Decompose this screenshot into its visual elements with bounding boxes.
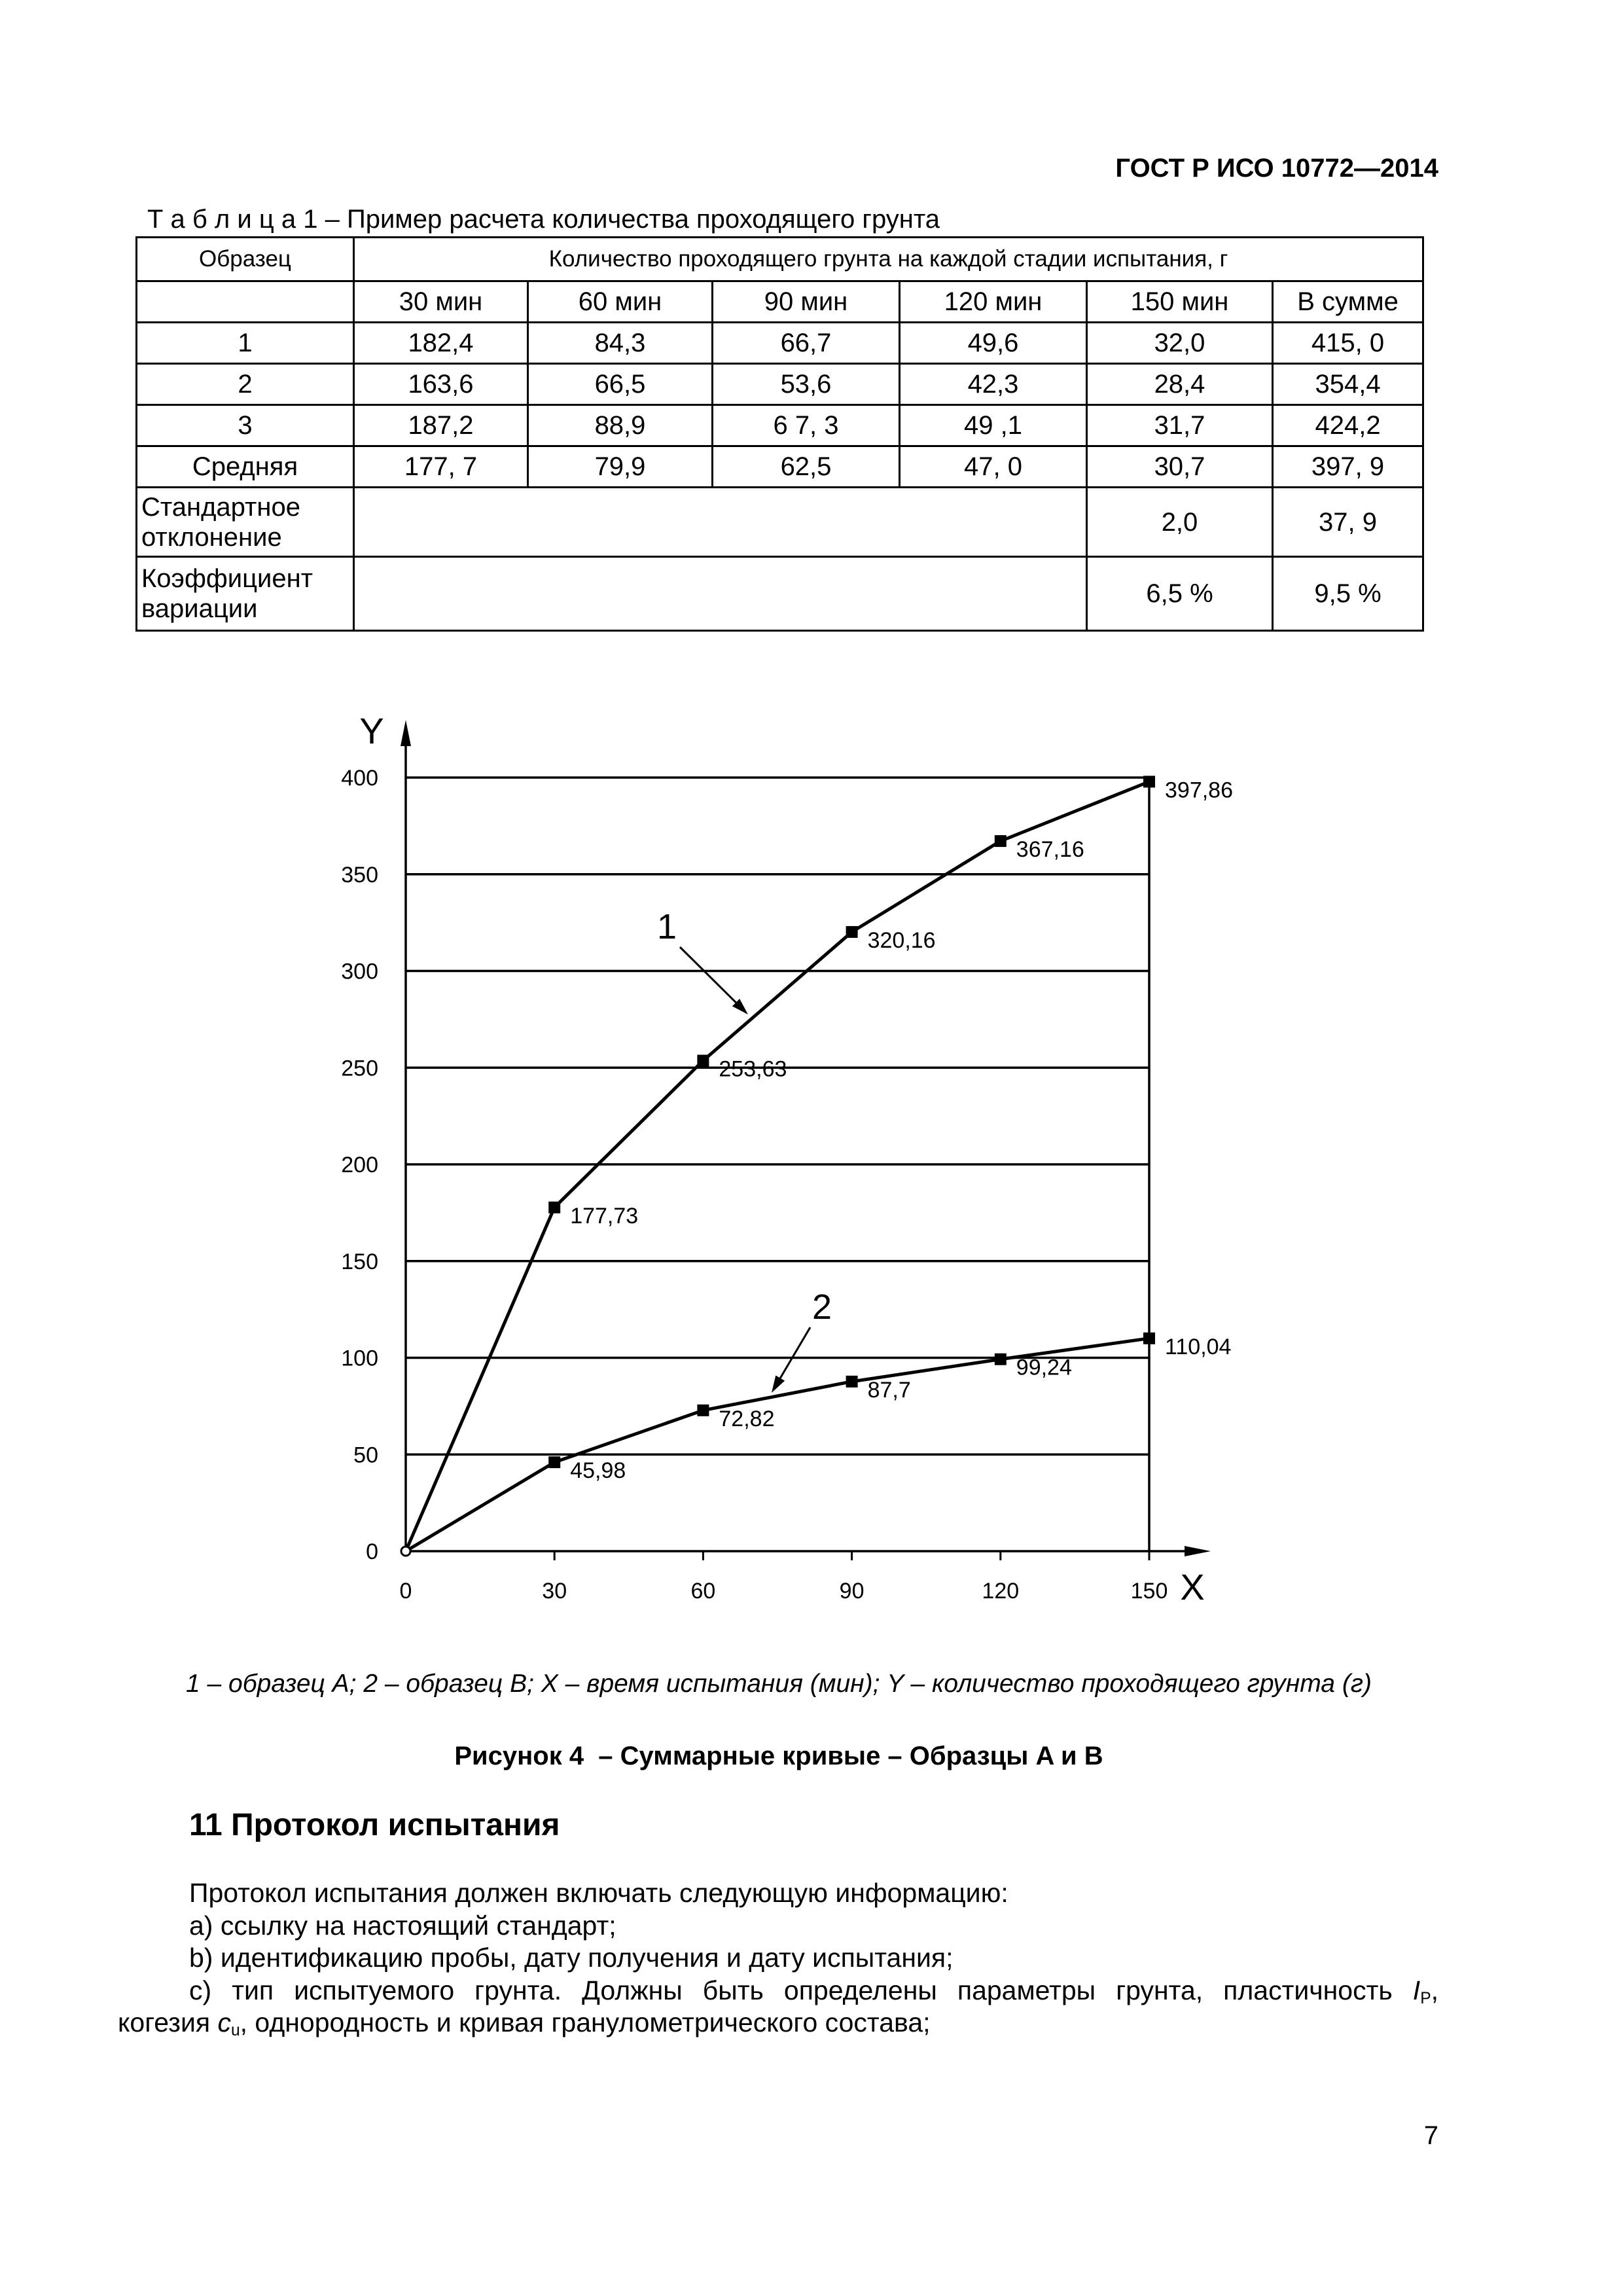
table-cell: 397, 9 [1273,446,1423,488]
row-label: 1 [137,323,354,364]
table-row-average [137,446,1423,488]
y-tick-label: 400 [341,766,378,791]
y-axis-label: Y [359,710,384,751]
series-2-point [995,1354,1007,1365]
table-cell: 49 ,1 [900,405,1087,446]
table-cell: 30,7 [1087,446,1273,488]
curve-2-callout: 2 [812,1287,832,1327]
results-table [135,236,1424,632]
table-cell: 6,5 % [1087,557,1273,631]
series-2-point [548,1456,560,1468]
page-number: 7 [1423,2121,1438,2150]
row-label: 3 [137,405,354,446]
y-tick-label: 150 [341,1249,378,1274]
table-cell: 37, 9 [1273,488,1423,557]
series-1-point [846,926,858,938]
table-row [137,405,1423,446]
series-1-point-label: 177,73 [570,1203,639,1229]
y-tick-label: 350 [341,862,378,888]
y-axis-arrow [401,720,411,746]
series-1-point [995,835,1007,847]
table-cell: 31,7 [1087,405,1273,446]
list-item-b: b) идентификацию пробы, дату получения и дату испытания; [189,1943,954,1973]
series-1-point [1143,776,1155,787]
table-cell: 53,6 [713,364,900,405]
series-2-point [1143,1333,1155,1344]
table-cell: 9,5 % [1273,557,1423,631]
series-1-point-label: 397,86 [1165,778,1233,803]
table-cell: 42,3 [900,364,1087,405]
series-1-point [697,1055,709,1067]
curve-2-leader [780,1327,810,1378]
column-header: 150 мин [1087,281,1273,323]
table-cell: 79,9 [528,446,713,488]
table-cell: 2,0 [1087,488,1273,557]
header-group-cell: Количество проходящего грунта на каждой стадии испытания, г [354,238,1423,281]
curve-1-callout: 1 [656,907,677,946]
table-cell: 424,2 [1273,405,1423,446]
table-cell: 28,4 [1087,364,1273,405]
document-number-header: ГОСТ Р ИСО 10772—2014 [1115,154,1438,183]
cumulative-curves-chart [0,687,1623,1636]
series-2-point [846,1376,858,1388]
column-header: В сумме [1273,281,1423,323]
list-item-c-line2 [118,2007,931,2046]
x-tick-label: 60 [690,1579,716,1604]
y-tick-label: 0 [366,1539,378,1564]
table-cell: 6 7, 3 [713,405,900,446]
cohesion-symbol: c [217,2007,231,2037]
cohesion-subscript: u [230,2022,240,2040]
table-row [137,323,1423,364]
table-cell: 187,2 [354,405,528,446]
series-2-point-label: 87,7 [867,1377,911,1403]
table-cell: 84,3 [528,323,713,364]
table-row-std-deviation [137,488,1423,557]
series-2-point [697,1405,709,1416]
x-tick-label: 120 [982,1579,1020,1604]
table-cell: 49,6 [900,323,1087,364]
section-heading: 11 Протокол испытания [189,1808,560,1842]
series-2-point-label: 72,82 [719,1406,775,1431]
list-item-c-comma: , [1431,1975,1438,2005]
table-cell: 177, 7 [354,446,528,488]
row-label: Коэффициент вариации [137,557,354,631]
x-tick-label: 90 [839,1579,865,1604]
header-empty-cell [137,281,354,323]
list-item-c-text: c) тип испытуемого грунта. Должны быть определены параметры грунта, пластичность [189,1975,1413,2005]
table-header-row [137,238,1423,281]
row-label: Стандартное отклонение [137,488,354,557]
x-axis-arrow [1185,1546,1211,1556]
table-cell: 47, 0 [900,446,1087,488]
table-row [137,364,1423,405]
x-tick-label: 150 [1130,1579,1168,1604]
origin-marker [401,1547,410,1556]
figure-legend: 1 – образец A; 2 – образец B; X – время испытания (мин); Y – количество проходящего грунта (г) [185,1670,1372,1698]
x-tick-label: 0 [399,1579,412,1604]
column-header: 60 мин [528,281,713,323]
y-tick-label: 300 [341,959,378,984]
series-1-line [406,781,1149,1551]
y-tick-label: 250 [341,1056,378,1081]
paragraph-intro: Протокол испытания должен включать следующую информацию: [189,1878,1008,1908]
list-item-c-text: , однородность и кривая гранулометрического состава; [240,2007,931,2037]
table-caption: Т а б л и ц а 1 – Пример расчета количества проходящего грунта [147,205,940,234]
table-cell: 163,6 [354,364,528,405]
y-tick-label: 50 [353,1443,378,1468]
empty-merged-cell [354,488,1087,557]
table-cell: 182,4 [354,323,528,364]
y-tick-label: 100 [341,1346,378,1371]
column-header: 90 мин [713,281,900,323]
series-1-point-label: 253,63 [719,1056,787,1082]
table-row-variation-coefficient [137,557,1423,631]
plasticity-symbol: I [1412,1975,1421,2005]
table-subheader-row [137,281,1423,323]
table-cell: 88,9 [528,405,713,446]
series-2-point-label: 110,04 [1165,1334,1232,1359]
x-tick-label: 30 [542,1579,567,1604]
series-1-point-label: 320,16 [867,927,936,953]
series-1-point [548,1202,560,1213]
empty-merged-cell [354,557,1087,631]
curve-1-leader [680,947,736,1003]
table-cell: 415, 0 [1273,323,1423,364]
y-tick-label: 200 [341,1153,378,1177]
x-axis-label: X [1180,1566,1205,1607]
table-cell: 66,5 [528,364,713,405]
list-item-c-text: когезия [118,2007,218,2037]
row-label: 2 [137,364,354,405]
series-2-point-label: 99,24 [1016,1355,1072,1380]
plasticity-subscript: P [1420,1990,1431,2008]
series-2-point-label: 45,98 [570,1458,626,1484]
header-sample-cell: Образец [137,238,354,281]
table-cell: 62,5 [713,446,900,488]
column-header: 120 мин [900,281,1087,323]
series-1-point-label: 367,16 [1016,837,1084,863]
list-item-a: a) ссылку на настоящий стандарт; [189,1910,616,1941]
figure-caption: Рисунок 4 – Суммарные кривые – Образцы A и B [454,1742,1103,1770]
column-header: 30 мин [354,281,528,323]
table-cell: 354,4 [1273,364,1423,405]
row-label: Средняя [137,446,354,488]
curve-2-leader-arrowhead [772,1376,785,1393]
table-cell: 32,0 [1087,323,1273,364]
table-cell: 66,7 [713,323,900,364]
